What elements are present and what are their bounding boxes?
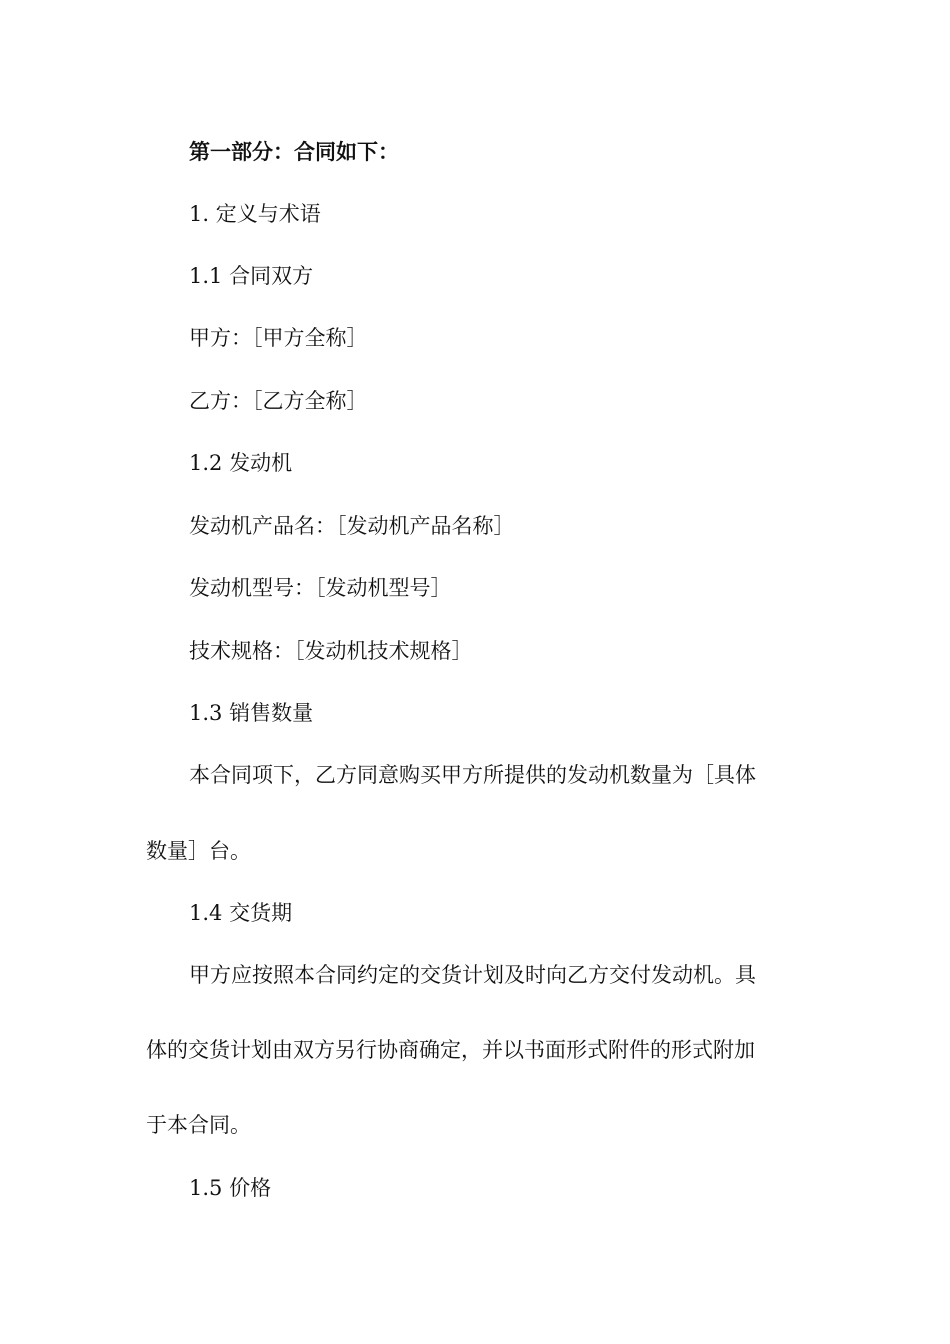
part-title: 第一部分：合同如下： xyxy=(189,140,399,164)
section-heading-1-5: 1.5 价格 xyxy=(189,1176,272,1200)
delivery-paragraph-line-2: 体的交货计划由双方另行协商确定，并以书面形式附件的形式附加 xyxy=(146,1038,755,1062)
section-heading-1-2: 1.2 发动机 xyxy=(189,451,293,475)
quantity-paragraph-line-1: 本合同项下，乙方同意购买甲方所提供的发动机数量为［具体 xyxy=(189,763,756,787)
quantity-paragraph-line-2: 数量］台。 xyxy=(146,839,251,863)
section-heading-1: 1. 定义与术语 xyxy=(189,202,321,226)
section-heading-1-3: 1.3 销售数量 xyxy=(189,701,314,725)
engine-model-line: 发动机型号：［发动机型号］ xyxy=(189,576,452,600)
tech-spec-line: 技术规格：［发动机技术规格］ xyxy=(189,639,473,663)
delivery-paragraph-line-1: 甲方应按照本合同约定的交货计划及时向乙方交付发动机。具 xyxy=(189,963,756,987)
section-heading-1-4: 1.4 交货期 xyxy=(189,901,293,925)
engine-name-line: 发动机产品名：［发动机产品名称］ xyxy=(189,514,515,538)
party-b-line: 乙方：［乙方全称］ xyxy=(189,389,368,413)
section-heading-1-1: 1.1 合同双方 xyxy=(189,264,314,288)
party-a-line: 甲方：［甲方全称］ xyxy=(189,326,368,350)
delivery-paragraph-line-3: 于本合同。 xyxy=(146,1113,251,1137)
